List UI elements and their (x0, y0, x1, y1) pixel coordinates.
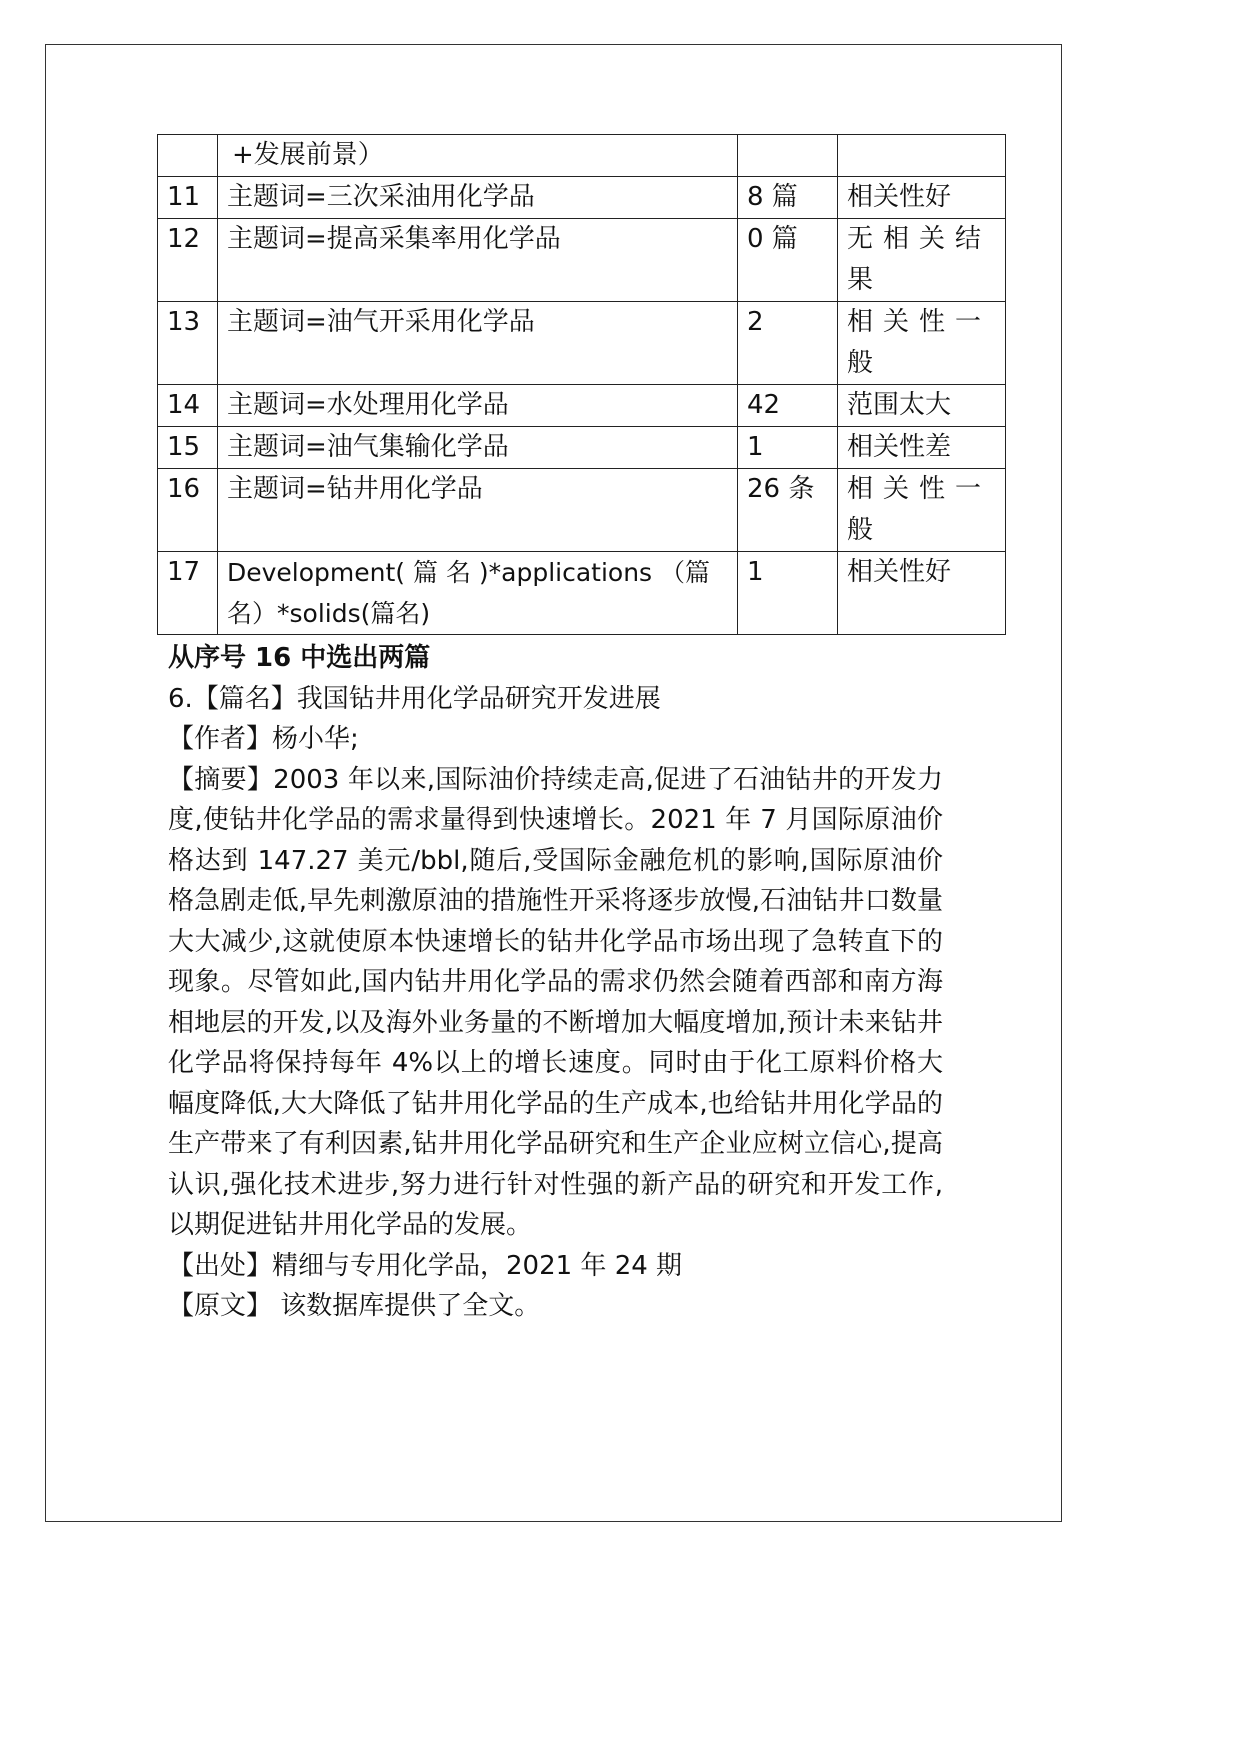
search-query-text: +发展前景） (232, 140, 384, 170)
relevance-note: 无相关结果 (838, 219, 1006, 302)
result-count: 1 (738, 427, 838, 469)
search-results-table (157, 134, 1006, 635)
table-row (158, 552, 1006, 635)
search-query: 主题词=油气开采用化学品 (218, 302, 738, 385)
table-row (158, 135, 1006, 177)
relevance-note: 相关性一般 (838, 302, 1006, 385)
table-row (158, 177, 1006, 219)
result-count: 42 (738, 385, 838, 427)
row-number: 16 (158, 469, 218, 552)
relevance-note: 相关性好 (838, 177, 1006, 219)
result-count: 8 篇 (738, 177, 838, 219)
table-row (158, 302, 1006, 385)
row-number (158, 135, 218, 177)
article-content (168, 638, 943, 1327)
row-number: 17 (158, 552, 218, 635)
search-query: 主题词=钻井用化学品 (218, 469, 738, 552)
relevance-note: 相关性差 (838, 427, 1006, 469)
row-number: 15 (158, 427, 218, 469)
table-row (158, 469, 1006, 552)
article-abstract: 【摘要】2003 年以来,国际油价持续走高,促进了石油钻井的开发力度,使钻井化学品的需求量得到快速增长。2021 年 7 月国际原油价格达到 147.27 美元/bbl,随后,受国际金融危机的影响,国际原油价格急剧走低,早先刺激原油的措施性开采将逐步放慢,石油钻井口数量大大减少,这就使原本快速增长的钻井化学品市场出现了急转直下的现象。尽管如此,国内钻井用化学品的需求仍然会随着西部和南方海相地层的开发,以及海外业务量的不断增加大幅度增加,预计未来钻井化学品将保持每年 4%以上的增长速度。同时由于化工原料价格大幅度降低,大大降低了钻井用化学品的生产成本,也给钻井用化学品的生产带来了有利因素,钻井用化学品研究和生产企业应树立信心,提高认识,强化技术进步,努力进行针对性强的新产品的研究和开发工作,以期促进钻井用化学品的发展。 (168, 764, 943, 1240)
result-count: 26 条 (738, 469, 838, 552)
search-query: 主题词=水处理用化学品 (218, 385, 738, 427)
relevance-note: 相关性好 (838, 552, 1006, 635)
table-row (158, 219, 1006, 302)
relevance-note (838, 135, 1006, 177)
article-source: 【出处】精细与专用化学品，2021 年 24 期 (168, 1250, 683, 1281)
search-query: 主题词=油气集输化学品 (218, 427, 738, 469)
relevance-note: 范围太大 (838, 385, 1006, 427)
result-count: 2 (738, 302, 838, 385)
article-author: 【作者】杨小华; (168, 724, 359, 754)
result-count: 0 篇 (738, 219, 838, 302)
row-number: 14 (158, 385, 218, 427)
article-title: 6.【篇名】我国钻井用化学品研究开发进展 (168, 683, 661, 714)
search-query: Development( 篇 名 )*applications （篇名）*solids(篇名) (218, 552, 738, 635)
row-number: 11 (158, 177, 218, 219)
row-number: 12 (158, 219, 218, 302)
result-count: 1 (738, 552, 838, 635)
relevance-note: 相关性一般 (838, 469, 1006, 552)
search-query (218, 135, 738, 177)
search-query: 主题词=提高采集率用化学品 (218, 219, 738, 302)
table-row (158, 385, 1006, 427)
search-query: 主题词=三次采油用化学品 (218, 177, 738, 219)
row-number: 13 (158, 302, 218, 385)
result-count (738, 135, 838, 177)
table-row (158, 427, 1006, 469)
section-heading: 从序号 16 中选出两篇 (168, 643, 431, 673)
article-fulltext-note: 【原文】 该数据库提供了全文。 (168, 1291, 541, 1321)
